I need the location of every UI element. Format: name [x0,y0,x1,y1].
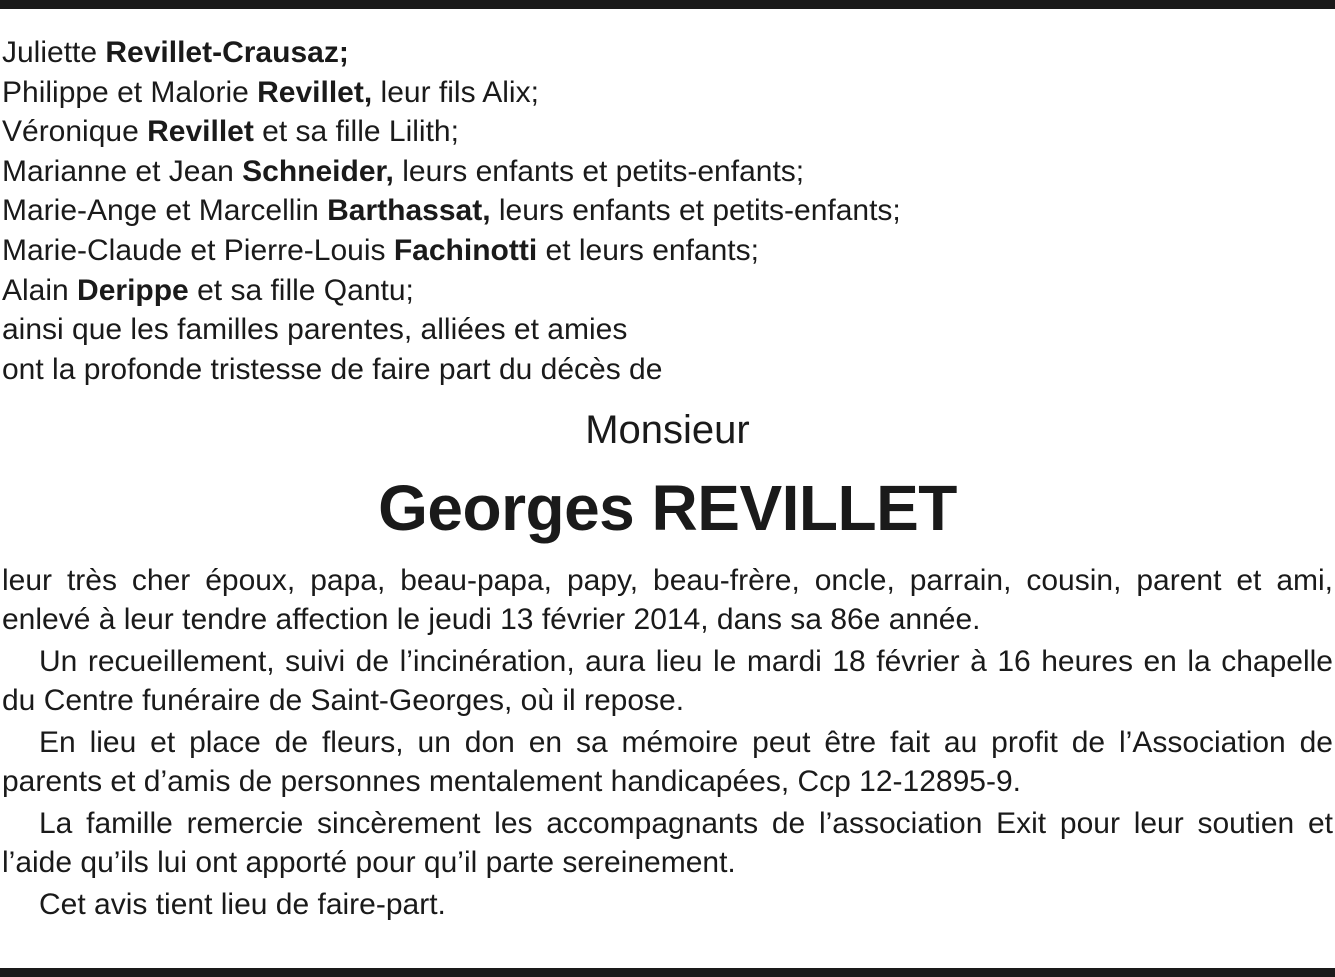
family-line: Véronique Revillet et sa fille Lilith; [2,115,459,149]
family-line: Philippe et Malorie Revillet, leur fils Alix; [2,75,539,109]
paragraph: En lieu et place de fleurs, un don en sa mémoire peut être fait au profit de l’Association de parents et d’amis de personnes mentalement handicapées, Ccp 12-12895-9. [2,726,1333,798]
deceased-name: Georges REVILLET [378,472,957,544]
paragraph: La famille remercie sincèrement les accompagnants de l’association Exit pour leur soutien et l’aide qu’ils lui ont apporté pour qu’il parte sereinement. [2,807,1333,879]
family-line: Marie-Claude et Pierre-Louis Fachinotti et leurs enfants; [2,233,759,267]
family-list [2,33,1332,389]
paragraph: Cet avis tient lieu de faire-part. [39,888,446,921]
announcement-body [2,562,1333,925]
family-line: Alain Derippe et sa fille Qantu; [2,273,414,307]
bottom-rule [0,968,1335,977]
family-line: Marianne et Jean Schneider, leurs enfants et petits-enfants; [2,154,805,188]
family-line: Marie-Ange et Marcellin Barthassat, leurs enfants et petits-enfants; [2,194,901,228]
top-rule [0,0,1335,9]
family-line: ont la profonde tristesse de faire part du décès de [2,352,663,386]
family-line: ainsi que les familles parentes, alliées et amies [2,313,628,347]
paragraph: Un recueillement, suivi de l’incinération, aura lieu le mardi 18 février à 16 heures en la chapelle du Centre funéraire de Saint-Georges, où il repose. [2,645,1333,717]
paragraph: leur très cher époux, papa, beau-papa, papy, beau-frère, oncle, parrain, cousin, parent et ami, enlevé à leur tendre affection le jeudi 13 février 2014, dans sa 86e année. [2,564,1333,636]
family-line: Juliette Revillet-Crausaz; [2,36,349,69]
deceased-title: Monsieur [585,408,750,452]
